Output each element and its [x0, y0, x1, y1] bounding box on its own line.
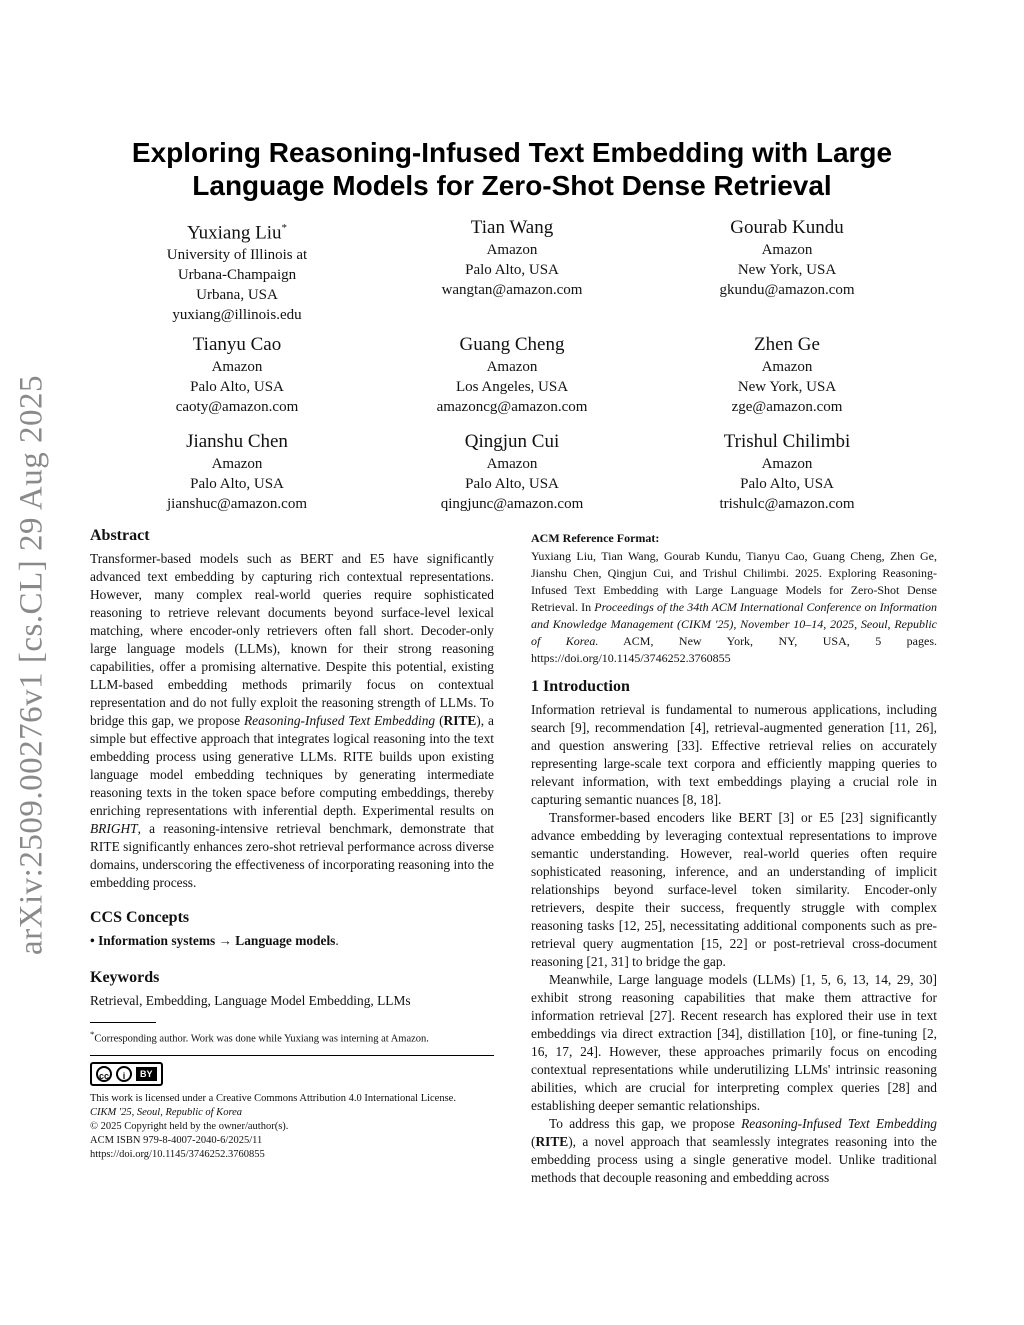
author-location: Palo Alto, USA — [190, 476, 284, 492]
abstract-heading: Abstract — [90, 527, 150, 544]
arxiv-identifier-stamp — [2, 370, 62, 960]
license-info — [90, 1092, 494, 1162]
author-affiliation: Amazon — [761, 359, 813, 375]
author-card — [107, 333, 367, 417]
author-email: yuxiang@illinois.edu — [172, 307, 302, 324]
keywords-heading: Keywords — [90, 969, 160, 986]
author-name: Yuxiang Liu* — [187, 222, 287, 244]
intro-paragraph: Meanwhile, Large language models (LLMs) [1, 5, 6, 13, 14, 29, 30] exhibit strong reasoning capabilities that make them attractive for information retrieval [27]. Recent research has explored their use in text embeddings via direct extraction [34], distillation [10], or fine-tuning [2, 16, 17, 24]. However, these approaches primarily focus on encoding contextual representations while underutilizing LLMs' intrinsic reasoning abilities, which are crucial for interpreting complex queries [28] and establishing deeper semantic relationships. — [531, 972, 937, 1113]
keywords-text: Retrieval, Embedding, Language Model Embedding, LLMs — [90, 993, 411, 1008]
author-affiliation: Amazon — [486, 242, 538, 258]
arxiv-identifier-text: arXiv:2509.00276v1 [cs.CL] 29 Aug 2025 — [13, 375, 50, 955]
introduction-heading: 1 Introduction — [531, 678, 630, 695]
right-column — [531, 530, 937, 1187]
acm-reference-heading: ACM Reference Format: — [531, 531, 660, 545]
author-email: zge@amazon.com — [731, 399, 843, 415]
author-card — [107, 216, 367, 325]
ccs-heading: CCS Concepts — [90, 909, 190, 926]
author-email: jianshuc@amazon.com — [166, 496, 308, 512]
author-name: Tian Wang — [470, 217, 554, 238]
author-affiliation: Urbana-Champaign — [177, 267, 297, 284]
author-email: trishulc@amazon.com — [719, 496, 855, 512]
author-location: New York, USA — [737, 262, 837, 278]
author-card — [657, 430, 917, 514]
author-name: Zhen Ge — [754, 334, 820, 355]
intro-paragraph: To address this gap, we propose Reasoning-Infused Text Embedding (RITE), a novel approach that seamlessly integrates reasoning into the embedding process using a single generative model. Unlike traditional methods that decouple reasoning and embedding across — [531, 1116, 937, 1185]
author-affiliation: Amazon — [211, 456, 263, 472]
author-name: Gourab Kundu — [730, 217, 844, 238]
copyright-line: © 2025 Copyright held by the owner/author(s). — [90, 1120, 289, 1132]
author-affiliation: Amazon — [761, 242, 813, 258]
author-location: Palo Alto, USA — [190, 379, 284, 395]
author-affiliation: Amazon — [211, 359, 263, 375]
acm-reference-text: Yuxiang Liu, Tian Wang, Gourab Kundu, Tianyu Cao, Guang Cheng, Zhen Ge, Jianshu Chen, Qingjun Cui, and Trishul Chilimbi. 2025. Exploring Reasoning-Infused Text Embedding with Large Language Models for Zero-Shot Dense Retrieval. In Proceedings of the 34th ACM International Conference on Information and Knowledge Management (CIKM '25), November 10–14, 2025, Seoul, Republic of Korea. ACM, New York, NY, USA, 5 pages. https://doi.org/10.1145/3746252.3760855 — [531, 549, 937, 665]
author-email: amazoncg@amazon.com — [436, 399, 588, 415]
author-name: Jianshu Chen — [186, 431, 288, 452]
intro-paragraph: Information retrieval is fundamental to numerous applications, including search [9], recommendation [4], retrieval-augmented generation [11, 26], and question answering [33]. Effective retrieval relies on accurately representing large-scale text corpora and efficiently mapping queries to relevant information, with text embeddings playing a crucial role in capturing semantic nuances [8, 18]. — [531, 702, 937, 807]
by-label: BY — [136, 1067, 157, 1081]
title-line-2: Language Models for Zero-Shot Dense Retrieval — [192, 170, 832, 201]
creative-commons-icon: cc — [96, 1066, 112, 1082]
title-line-1: Exploring Reasoning-Infused Text Embedding with Large — [131, 137, 893, 168]
isbn-line: ACM ISBN 979-8-4007-2040-6/2025/11 — [90, 1134, 263, 1146]
author-affiliation: Amazon — [486, 456, 538, 472]
author-location: Palo Alto, USA — [465, 262, 559, 278]
paper-title — [90, 136, 934, 202]
license-rule — [90, 1055, 494, 1056]
author-card — [382, 216, 642, 300]
intro-paragraph: Transformer-based encoders like BERT [3] or E5 [23] significantly advance embedding by leveraging contextual representations to improve semantic understanding. However, real-world queries often require sophisticated reasoning, inference, and an understanding of implicit relationships beyond surface-level token similarity. Encoder-only retrievers, despite their success, frequently struggle with complex reasoning tasks [12, 25], necessitating additional components such as pre-retrieval query augmentation [15, 22] or post-retrieval cross-document reasoning [21, 31] to bridge the gap. — [531, 810, 937, 969]
author-location: Palo Alto, USA — [740, 476, 834, 492]
author-affiliation: University of Illinois at — [166, 247, 308, 264]
author-location: Los Angeles, USA — [455, 379, 569, 395]
author-affiliation: Amazon — [761, 456, 813, 472]
footnote: *Corresponding author. Work was done while Yuxiang was interning at Amazon. — [90, 1029, 429, 1045]
author-card — [382, 430, 642, 514]
cc-by-license-badge — [90, 1062, 163, 1086]
author-card — [107, 430, 367, 514]
author-email: qingjunc@amazon.com — [440, 496, 584, 512]
left-column — [90, 526, 494, 1162]
author-card — [657, 216, 917, 300]
author-location: New York, USA — [737, 379, 837, 395]
author-name: Trishul Chilimbi — [723, 431, 851, 452]
author-location: Palo Alto, USA — [465, 476, 559, 492]
author-card — [657, 333, 917, 417]
author-card — [382, 333, 642, 417]
footnote-rule — [90, 1022, 156, 1023]
author-name: Tianyu Cao — [192, 334, 282, 355]
conference-line: CIKM '25, Seoul, Republic of Korea — [90, 1106, 243, 1118]
author-name: Guang Cheng — [459, 334, 565, 355]
attribution-person-icon: i — [116, 1066, 132, 1082]
author-email: caoty@amazon.com — [175, 399, 299, 415]
author-location: Urbana, USA — [196, 287, 278, 304]
author-email: wangtan@amazon.com — [441, 282, 583, 298]
ccs-concepts: • Information systems → Language models. — [90, 933, 339, 948]
license-line: This work is licensed under a Creative Commons Attribution 4.0 International License. — [90, 1092, 456, 1104]
author-email: gkundu@amazon.com — [719, 282, 855, 298]
doi-link[interactable]: https://doi.org/10.1145/3746252.3760855 — [90, 1148, 265, 1160]
abstract-text: Transformer-based models such as BERT and E5 have significantly advanced text embedding by capturing rich contextual representations. However, many complex real-world queries require sophisticated reasoning to retrieve relevant documents beyond surface-level lexical matching, where encoder-only retrievers often fall short. Decoder-only large language models (LLMs), known for their strong reasoning capabilities, offer a promising alternative. Despite this potential, existing LLM-based embedding methods primarily focus on contextual representation and do not fully exploit the reasoning strength of LLMs. To bridge this gap, we propose Reasoning-Infused Text Embedding (RITE), a simple but effective approach that integrates logical reasoning into the text embedding process using generative LLMs. RITE builds upon existing language model embedding techniques by generating intermediate reasoning texts in the token space before computing embeddings, thereby enriching representations with inferential depth. Experimental results on BRIGHT, a reasoning-intensive retrieval benchmark, demonstrate that RITE significantly enhances zero-shot retrieval performance across diverse domains, underscoring the effectiveness of incorporating reasoning into the embedding process. — [90, 551, 494, 890]
author-name: Qingjun Cui — [464, 431, 560, 452]
author-affiliation: Amazon — [486, 359, 538, 375]
